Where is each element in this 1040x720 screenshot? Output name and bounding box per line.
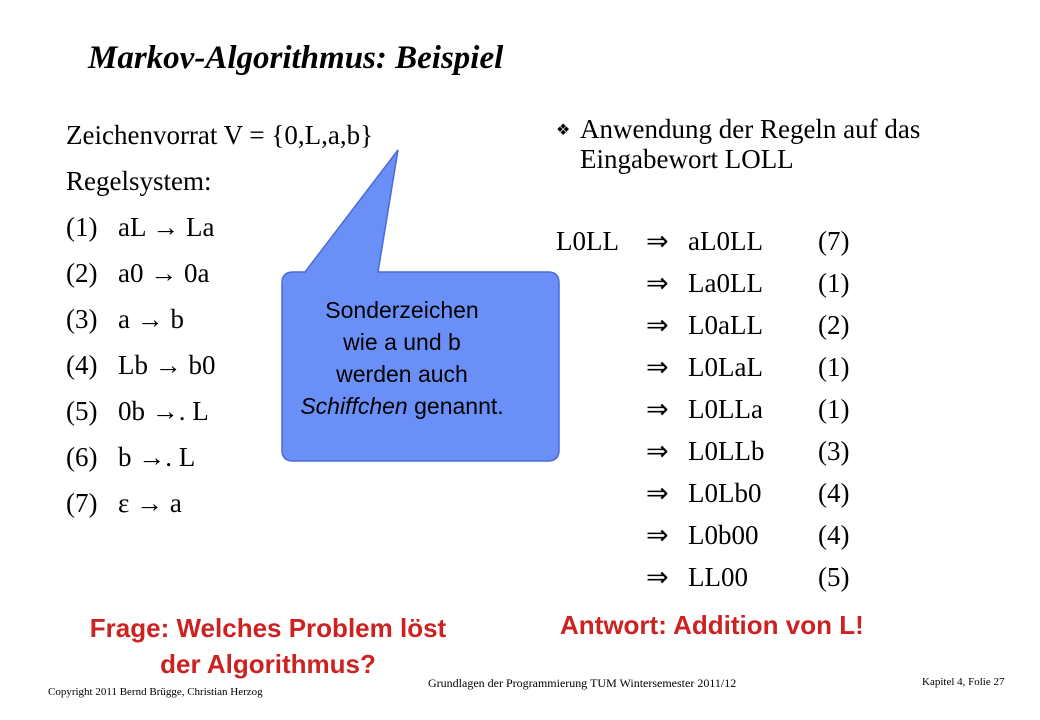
derivation-word: L0b00 [688,520,759,550]
application-intro [580,114,920,174]
diamond-bullet-icon: ❖ [556,122,571,139]
rule-number: (7) [66,488,98,518]
implies-arrow-icon: ⇒ [646,394,669,424]
rule-reference: (1) [818,394,850,424]
callout-text [248,294,556,422]
implies-arrow-icon: ⇒ [646,226,669,256]
answer-text: Antwort: Addition von L! [560,610,864,640]
rule-number: (1) [66,212,98,242]
rule-text: a0 → 0a [118,258,210,288]
rule-reference: (7) [818,226,850,256]
derivation-word: LL00 [688,562,748,592]
question-line: der Algorithmus? [160,649,376,679]
implies-arrow-icon: ⇒ [646,436,669,466]
callout-line: Sonderzeichen [325,297,479,323]
question-line: Frage: Welches Problem löst [89,613,447,643]
callout-line: wie a und b [343,329,461,355]
rule-text: 0b →. L [118,396,209,426]
footer-course: Grundlagen der Programmierung TUM Wintersemester 2011/12 [428,676,737,690]
callout-line: werden auch [336,361,468,387]
rule-number: (2) [66,258,98,288]
rule-number: (6) [66,442,98,472]
rule-number: (4) [66,350,98,380]
rules-heading: Regelsystem: [66,166,212,196]
derivation-word: L0LLb [688,436,765,466]
rule-reference: (4) [818,520,850,550]
derivation-word: L0LaL [688,352,763,382]
rule-text: aL → La [118,212,215,242]
derivation-word: L0Lb0 [688,478,762,508]
derivation-word: aL0LL [688,226,763,256]
alphabet-definition: Zeichenvorrat V = {0,L,a,b} [66,120,374,150]
footer-copyright: Copyright 2011 Bernd Brügge, Christian Herzog [48,686,263,698]
implies-arrow-icon: ⇒ [646,268,669,298]
callout-line [248,390,556,422]
callout-line-rest: genannt. [407,393,504,419]
footer-slide-number: Kapitel 4, Folie 27 [922,676,1005,688]
rule-reference: (2) [818,310,850,340]
rule-text: b →. L [118,442,196,472]
derivation-start-word: L0LL [556,226,619,256]
slide-title: Markov-Algorithmus: Beispiel [88,40,504,76]
implies-arrow-icon: ⇒ [646,352,669,382]
implies-arrow-icon: ⇒ [646,562,669,592]
derivation-word: L0LLa [688,394,763,424]
derivation-word: La0LL [688,268,763,298]
question-text [48,610,488,682]
implies-arrow-icon: ⇒ [646,478,669,508]
rule-reference: (3) [818,436,850,466]
implies-arrow-icon: ⇒ [646,520,669,550]
intro-line: Eingabewort LOLL [580,144,794,174]
derivation-word: L0aLL [688,310,763,340]
rule-text: Lb → b0 [118,350,216,380]
rule-number: (5) [66,396,98,426]
rule-reference: (1) [818,352,850,382]
rule-number: (3) [66,304,98,334]
rule-text: ε → a [118,488,182,518]
implies-arrow-icon: ⇒ [646,310,669,340]
rule-reference: (1) [818,268,850,298]
rule-reference: (4) [818,478,850,508]
rule-text: a → b [118,304,184,334]
intro-line: Anwendung der Regeln auf das [580,114,921,144]
callout-italic-term: Schiffchen [300,393,408,419]
rule-reference: (5) [818,562,850,592]
